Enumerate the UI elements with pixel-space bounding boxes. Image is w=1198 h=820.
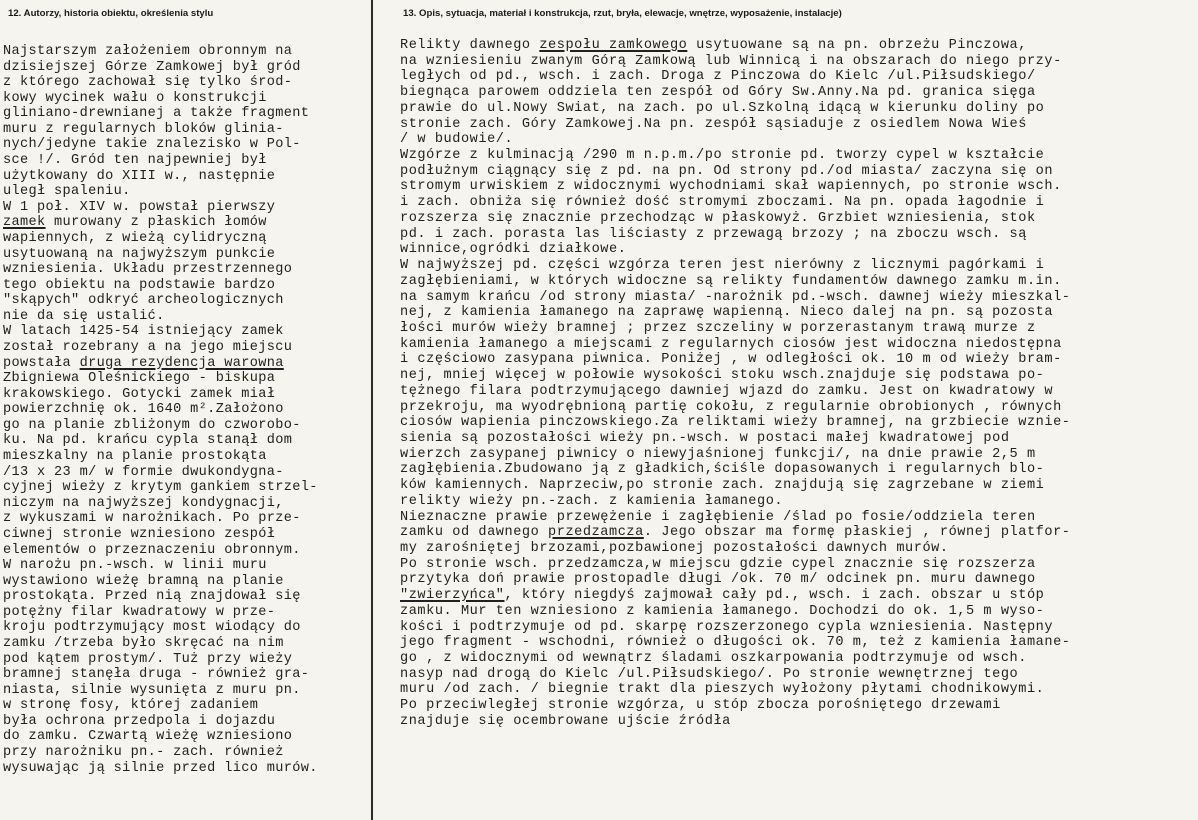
text-line: go , z widocznymi od wewnątrz śladami oszkarpowania podtrzymuje od wsch. [400,651,1027,667]
section-13-header: 13. Opis, sytuacja, materiał i konstrukcja, rzut, bryła, elewacje, wnętrze, wyposażenie, instalacje) [403,8,842,19]
text-line: jego fragment - wschodni, również o długości ok. 70 m, też z kamienia łamane- [400,635,1071,651]
text-line: wierzch zasypanej piwnicy o niewyjaśnionej funkcji/, na dnie prawie 2,5 m [400,446,1036,462]
text-line: wzniesienia. Układu przestrzennego [3,262,293,278]
text-line: i zach. obniża się również dość stromymi zboczami. Na pn. opada łagodnie i [400,195,1045,211]
text-line: W latach 1425-54 istniejący zamek [3,324,284,340]
text-line: muru /od zach. / biegnie trakt dla pieszych wyłożony płytami chodnikowymi. [400,682,1045,698]
text-line: kamienia łamanego a miejscami z regularnych ciosów jest widoczna niedostępna [400,336,1062,352]
text-line: kroju podtrzymujący most wiodący do [3,620,301,636]
text-line: stronie zach. Góry Zamkowej.Na pn. zespół sąsiaduje z osiedlem Nowa Wieś [400,116,1027,132]
text-line: nasyp nad drogą do Kielc /ul.Piłsudskiego/. Po stronie wewnętrznej tego [400,666,1019,682]
text-line: / w budowie/. [400,132,514,148]
text-line: elementów o przeznaczeniu obronnym. [3,542,301,558]
section-12-header: 12. Autorzy, historia obiektu, określenia stylu [8,8,214,19]
text-line: z którego zachował się tylko środ- [3,75,293,91]
description-text-column [400,38,1071,730]
text-line: kowy wycinek wału o konstrukcji [3,90,267,106]
text-line: ciwnej stronie wzniesiono zespół [3,526,276,542]
text-line: przytyka doń prawie prostopadle długi /ok. 70 m/ odcinek pn. muru dawnego [400,572,1036,588]
text-line: zamku od dawnego przedzamcza. Jego obszar ma formę płaskiej , równej platfor- [400,525,1071,541]
text-line: wysuwając ją silnie przed lico murów. [3,760,318,776]
text-line: pod kątem prostym/. Tuż przy wieży [3,651,293,667]
text-line: cyjnej wieży z krytym gankiem strzel- [3,480,318,496]
text-line: W najwyższej pd. części wzgórza teren jest nierówny z licznymi pagórkami i [400,258,1045,274]
text-line: wapiennych, z wieżą cylidryczną [3,230,267,246]
text-line: stromym urwiskiem z widocznymi wychodniami skał wapiennych, po stronie wsch. [400,179,1062,195]
text-line: zagłębieniami, w których widoczne są relikty fundamentów dawnego zamku m.in. [400,273,1062,289]
text-line: dzisiejszej Górze Zamkowej był gród [3,59,301,75]
text-line: powierzchnię ok. 1640 m².Założono [3,402,284,418]
text-line: była ochrona przedpola i dojazdu [3,713,276,729]
text-line: Zbigniewa Oleśnickiego - biskupa [3,371,276,387]
text-line: W narożu pn.-wsch. w linii muru [3,558,267,574]
text-line: zamek murowany z płaskich łomów [3,215,267,231]
text-line: zamku /trzeba było skręcać na nim [3,635,284,651]
text-line: winnice,ogródki działkowe. [400,242,627,258]
text-line: /13 x 23 m/ w formie dwukondygna- [3,464,284,480]
text-line: na samym krańcu /od strony miasta/ -narożnik pd.-wsch. dawnej wieży mieszkal- [400,289,1071,305]
text-line: Wzgórze z kulminacją /290 m n.p.m./po stronie pd. tworzy cypel w kształcie [400,148,1045,164]
text-line: uległ spaleniu. [3,184,131,200]
text-line: niasta, silnie wysunięta z muru pn. [3,682,301,698]
text-line: nej, z kamienia łamanego na zaprawę wapienną. Nieco dalej na pn. są pozosta [400,305,1054,321]
text-line: znajduje się ocembrowane ujście źródła [400,713,731,729]
text-line: powstała druga rezydencja warowna [3,355,284,371]
text-line: bramnej stanęła druga - również gra- [3,667,310,683]
text-line: na wzniesieniu zwanym Górą Zamkową lub Winnicą i na obszarach do niego przy- [400,53,1062,69]
text-line: W 1 poł. XIV w. powstał pierwszy [3,199,276,215]
text-line: kości i podtrzymuje od pd. skarpę rozszerzonego cypla wzniesienia. Następny [400,619,1054,635]
text-line: biegnąca parowem oddziela ten zespół od Góry Sw.Anny.Na pd. granica sięga [400,85,1036,101]
text-line: rozszerza się znacznie przechodząc w płaskowyż. Grzbiet wzniesienia, stok [400,210,1036,226]
text-line: pd. i zach. porasta las liściasty z przewagą brzozy ; na zboczu wsch. są [400,226,1027,242]
text-line: ku. Na pd. krańcu cypla stanął dom [3,433,293,449]
text-line: sienia są pozostałości wieży pn.-wsch. w postaci małej kwadratowej pod [400,430,1010,446]
text-line: prostokąta. Przed nią znajdował się [3,589,301,605]
text-line: Relikty dawnego zespołu zamkowego usytuowane są na pn. obrzeżu Pinczowa, [400,38,1027,53]
text-line: gliniano-drewnianej a także fragment [3,106,310,122]
text-line: Najstarszym założeniem obronnym na [3,44,293,59]
text-line: Po stronie wsch. przedzamcza,w miejscu gdzie cypel znacznie się rozszerza [400,556,1036,572]
text-line: ciosów wapienia pinczowskiego.Za reliktami wieży bramnej, na grzbiecie wznie- [400,415,1071,431]
text-line: ległych od pd., wsch. i zach. Droga z Pinczowa do Kielc /ul.Piłsudskiego/ [400,69,1036,85]
text-line: tego obiektu na podstawie bardzo [3,277,276,293]
text-line: Po przeciwległej stronie wzgórza, u stóp zbocza porośniętego drzewami [400,698,1001,714]
text-line: relikty wieży pn.-zach. z kamienia łamanego. [400,493,784,509]
text-line: zagłębienia.Zbudowano ją z gładkich,ściśle dopasowanych i regularnych blo- [400,462,1045,478]
text-line: wystawiono wieżę bramną na planie [3,573,284,589]
text-line: i częściowo zasypana piwnica. Poniżej , w odległości ok. 10 m od wieży bram- [400,352,1062,368]
column-divider [371,0,373,820]
text-line: tężnego filara podtrzymującego dawniej wjazd do zamku. Jest on kwadratowy w [400,383,1054,399]
text-line: go na planie zbliżonym do czworobo- [3,417,301,433]
text-line: przy narożniku pn.- zach. również [3,745,284,761]
text-line: Nieznaczne prawie przewężenie i zagłębienie /ślad po fosie/oddziela teren [400,509,1036,525]
text-line: nej, mniej więcej w połowie wysokości stoku wsch.znajduje się podstawa po- [400,368,1045,384]
text-line: przekroju, ma wyodrębnioną partię cokołu, z regularnie obrobionych , równych [400,399,1062,415]
text-line: muru z regularnych bloków glinia- [3,121,284,137]
history-text-column [3,44,318,776]
text-line: usytuowaną na najwyższym punkcie [3,246,276,262]
text-line: użytkowany do XIII w., następnie [3,168,276,184]
text-line: mieszkalny na planie prostokąta [3,449,267,465]
text-line: "zwierzyńca", który niegdyś zajmował cały pd., wsch. i zach. obszar u stóp [400,588,1045,604]
text-line: nych/jedyne takie znalezisko w Pol- [3,137,301,153]
text-line: niczym na najwyższej kondygnacji, [3,495,284,511]
text-line: w stronę fosy, której zadaniem [3,698,259,714]
text-line: nie da się ustalić. [3,308,165,324]
text-line: potężny filar kwadratowy w prze- [3,604,276,620]
text-line: my zarośniętej brzozami,pozbawionej pozostałości dawnych murów. [400,541,949,556]
text-line: "skąpych" odkryć archeologicznych [3,293,284,309]
text-line: podłużnym ciągnący się z pd. na pn. Od strony pd./od miasta/ zaczyna się on [400,163,1054,179]
text-line: z wykuszami w narożnikach. Po prze- [3,511,301,527]
text-line: sce !/. Gród ten najpewniej był [3,153,267,169]
text-line: do zamku. Czwartą wieżę wzniesiono [3,729,293,745]
text-line: łości murów wieży bramnej ; przez szczeliny w porzerastanym trawą murze z [400,320,1036,336]
text-line: ków kamiennych. Naprzeciw,po stronie zach. znajdują się zagrzebane w ziemi [400,478,1045,494]
text-line: zamku. Mur ten wzniesiono z kamienia łamanego. Dochodzi do ok. 1,5 m wyso- [400,603,1045,619]
text-line: krakowskiego. Gotycki zamek miał [3,386,276,402]
text-line: prawie do ul.Nowy Swiat, na zach. po ul.Szkolną idącą w kierunku doliny po [400,100,1045,116]
text-line: został rozebrany a na jego miejscu [3,339,293,355]
